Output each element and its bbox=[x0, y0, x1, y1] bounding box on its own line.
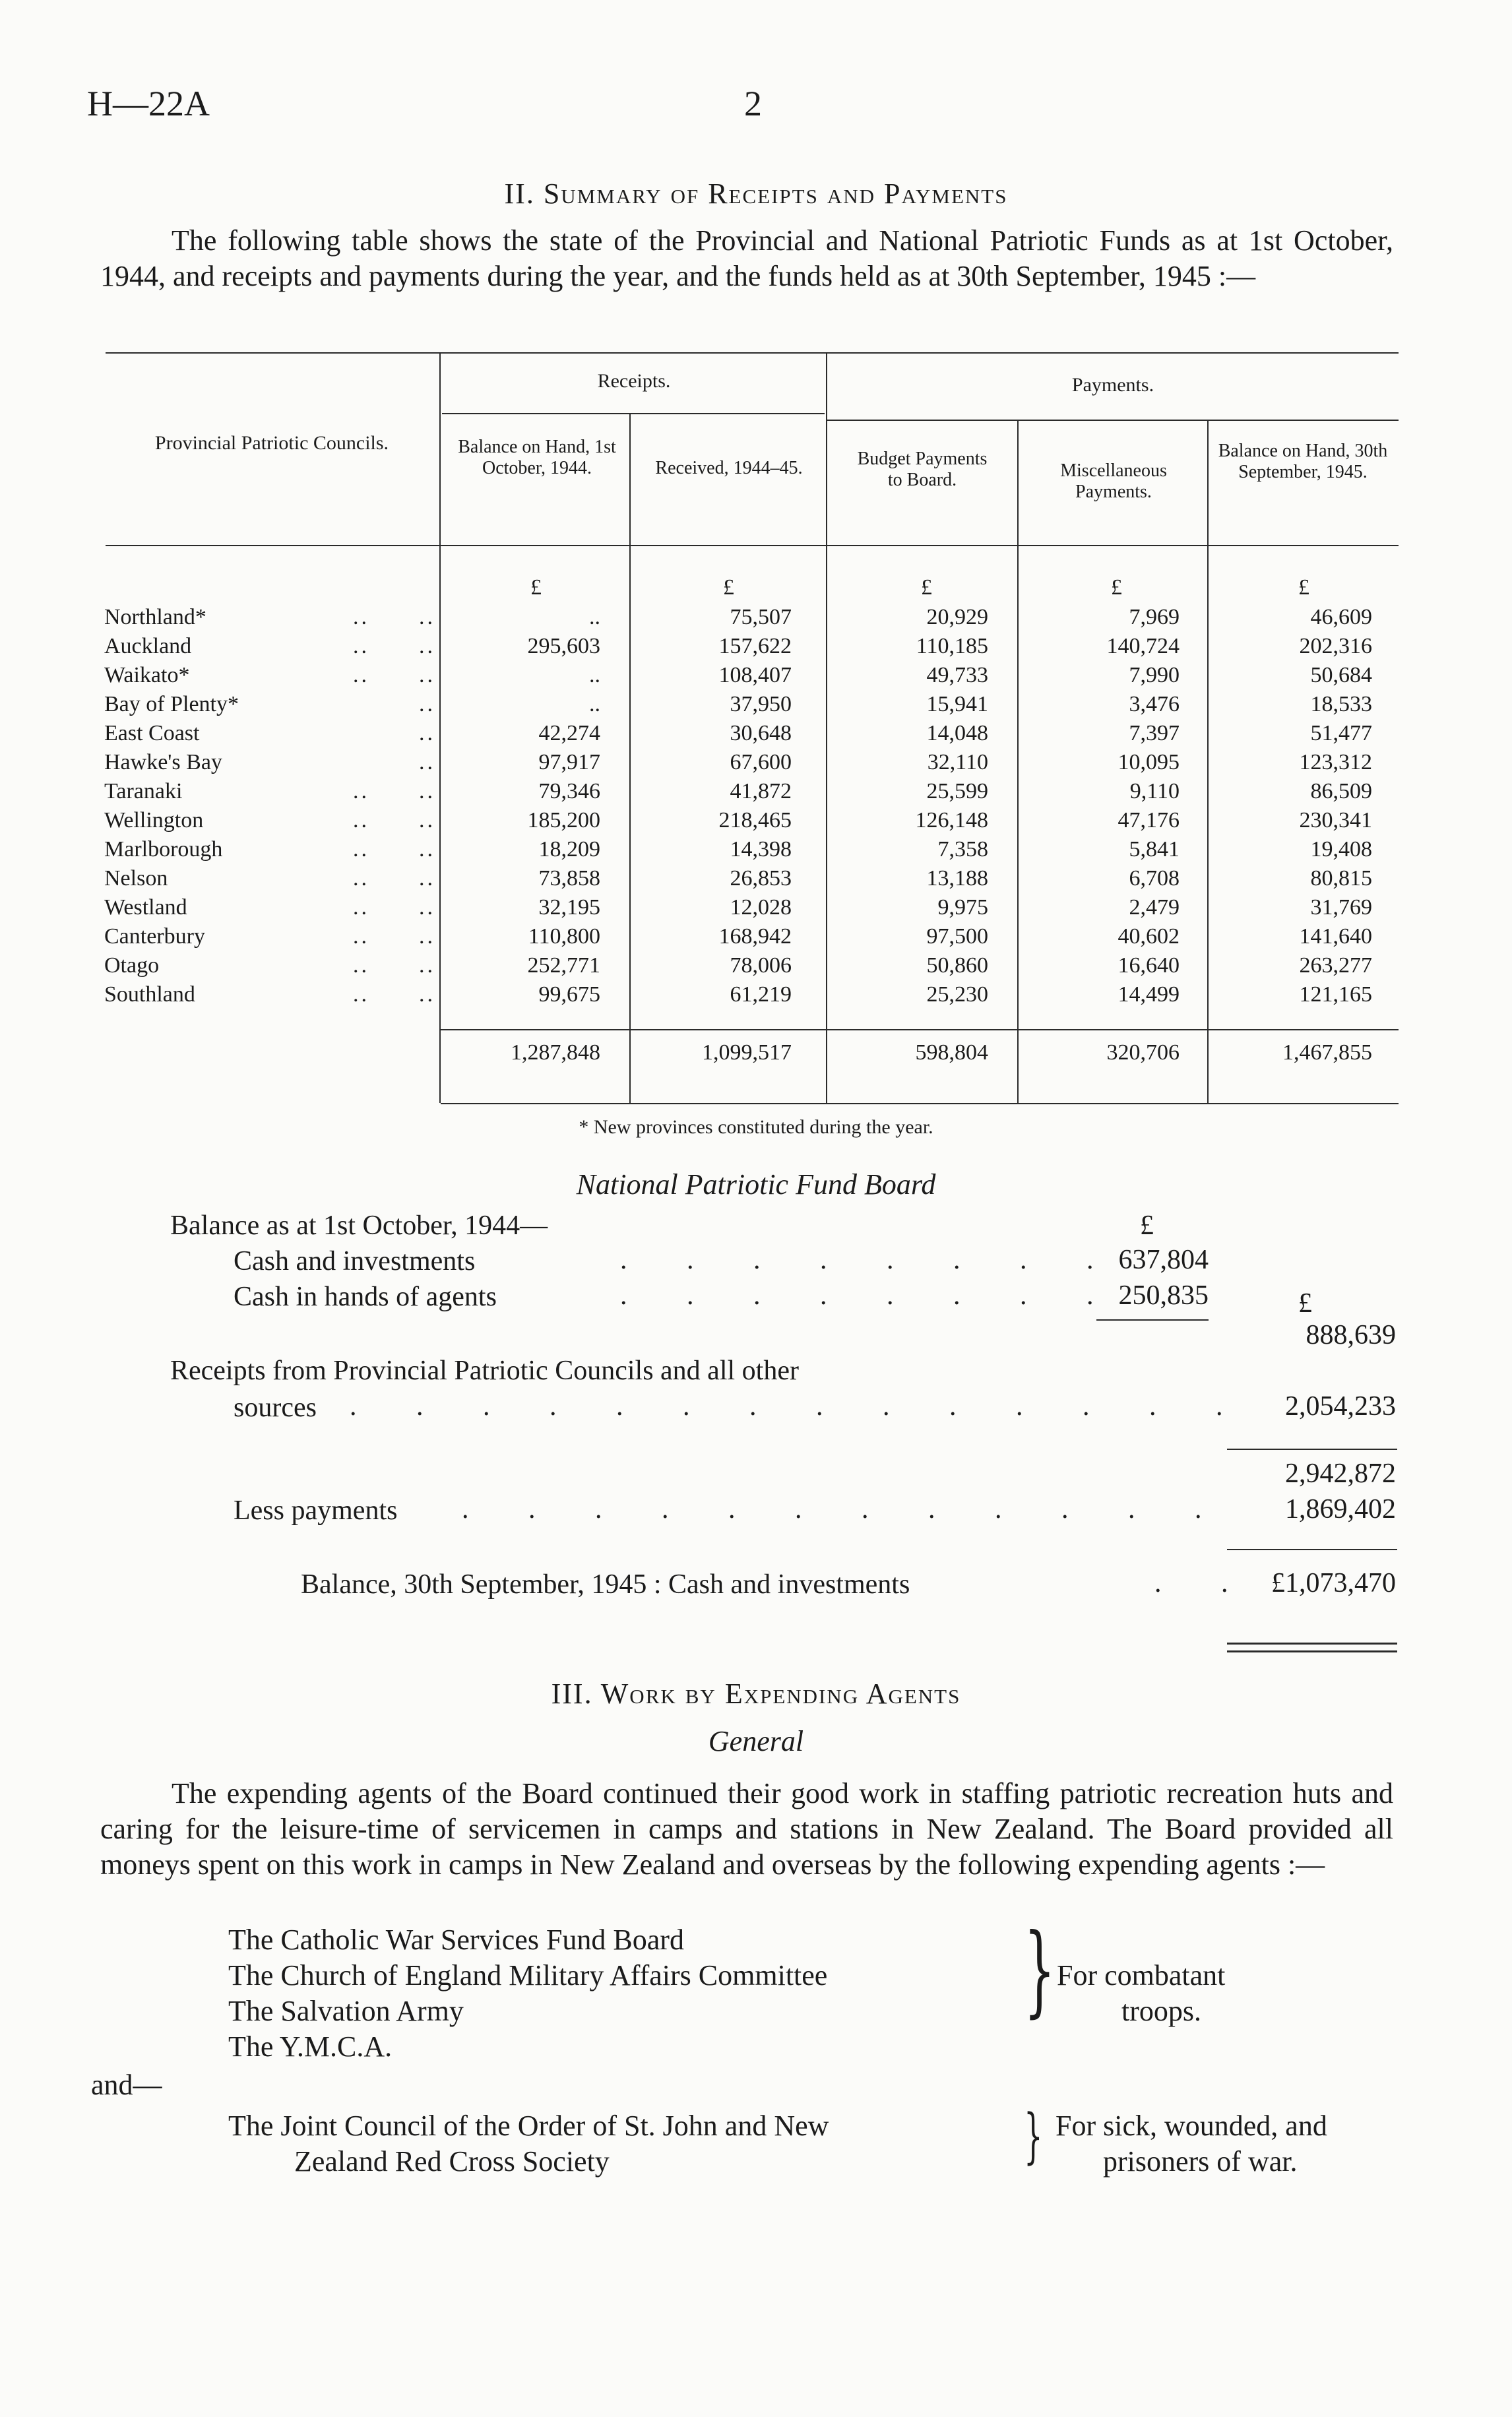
combatant-note-line1: For combatant bbox=[1057, 1959, 1226, 1992]
total-received: 1,099,517 bbox=[702, 1040, 792, 1065]
leader-dots: .. .. bbox=[353, 779, 435, 803]
table-cell-balance-1945: 19,408 bbox=[1310, 837, 1372, 862]
subtotal-rule bbox=[1096, 1319, 1209, 1321]
and-connector: and— bbox=[91, 2069, 162, 2101]
table-cell-balance-1945: 202,316 bbox=[1299, 634, 1372, 658]
table-cell-balance-1945: 80,815 bbox=[1310, 866, 1372, 891]
leader-dots: . . . . . . . . . . . . bbox=[462, 1494, 1228, 1524]
currency-symbol: £ bbox=[1298, 1288, 1312, 1319]
table-cell-balance-1944: 295,603 bbox=[527, 634, 600, 658]
leader-dots: .. .. bbox=[353, 866, 435, 891]
leader-dots: .. .. bbox=[353, 605, 435, 629]
table-cell-received: 157,622 bbox=[718, 634, 792, 658]
table-cell-received: 30,648 bbox=[730, 721, 792, 745]
leader-dots: .. .. bbox=[353, 895, 435, 920]
table-cell-misc-payments: 7,969 bbox=[1129, 605, 1180, 629]
closing-balance-label: Balance, 30th September, 1945 : Cash and investments bbox=[301, 1569, 910, 1600]
table-top-rule bbox=[106, 352, 1399, 354]
table-cell-misc-payments: 2,479 bbox=[1129, 895, 1180, 920]
board-heading: National Patriotic Fund Board bbox=[576, 1168, 936, 1201]
table-cell-balance-1944: 42,274 bbox=[538, 721, 600, 745]
section-subtitle-general: General bbox=[708, 1725, 804, 1757]
joint-council-line2: Zealand Red Cross Society bbox=[294, 2145, 610, 2178]
currency-symbol: £ bbox=[1298, 575, 1309, 600]
right-brace-icon: } bbox=[1024, 1913, 1055, 2028]
table-cell-balance-1945: 18,533 bbox=[1310, 692, 1372, 716]
balance-label: Balance as at 1st October, 1944— bbox=[170, 1210, 548, 1241]
table-cell-balance-1944: 99,675 bbox=[538, 982, 600, 1007]
table-cell-received: 61,219 bbox=[730, 982, 792, 1007]
sick-wounded-note-line1: For sick, wounded, and bbox=[1055, 2110, 1327, 2142]
sick-wounded-note-line2: prisoners of war. bbox=[1103, 2145, 1298, 2178]
leader-dots: .. .. bbox=[353, 837, 435, 862]
table-cell-budget-payments: 25,599 bbox=[926, 779, 988, 803]
table-cell-balance-1944: .. bbox=[589, 692, 600, 716]
right-brace-icon: } bbox=[1024, 2102, 1043, 2171]
total-misc-payments: 320,706 bbox=[1106, 1040, 1180, 1065]
table-cell-misc-payments: 140,724 bbox=[1106, 634, 1180, 658]
column-header-received: Received, 1944–45. bbox=[655, 458, 803, 478]
joint-council-line1: The Joint Council of the Order of St. John and New bbox=[228, 2110, 829, 2142]
table-header-rule bbox=[106, 545, 1399, 546]
table-row-council-name: Marlborough bbox=[104, 837, 223, 862]
table-cell-misc-payments: 47,176 bbox=[1118, 808, 1180, 832]
table-cell-balance-1945: 50,684 bbox=[1310, 663, 1372, 687]
table-cell-budget-payments: 110,185 bbox=[916, 634, 988, 658]
table-cell-budget-payments: 20,929 bbox=[926, 605, 988, 629]
table-cell-balance-1944: 79,346 bbox=[538, 779, 600, 803]
totals-rule bbox=[441, 1029, 1399, 1030]
table-cell-received: 168,942 bbox=[718, 924, 792, 949]
table-cell-budget-payments: 25,230 bbox=[926, 982, 988, 1007]
table-cell-budget-payments: 7,358 bbox=[937, 837, 988, 862]
section-title-expending-agents: III. Work by Expending Agents bbox=[551, 1678, 961, 1710]
receipts-label-line1: Receipts from Provincial Patriotic Councils and all other bbox=[170, 1356, 799, 1386]
column-header-balance-1945: Balance on Hand, 30th September, 1945. bbox=[1218, 441, 1388, 482]
document-reference: H—22A bbox=[87, 84, 210, 123]
currency-symbol: £ bbox=[921, 575, 932, 600]
table-cell-balance-1945: 51,477 bbox=[1310, 721, 1372, 745]
table-cell-misc-payments: 5,841 bbox=[1129, 837, 1180, 862]
section-title-summary: II. Summary of Receipts and Payments bbox=[504, 177, 1008, 210]
table-row-council-name: Southland bbox=[104, 982, 195, 1007]
currency-symbol: £ bbox=[723, 575, 734, 600]
table-footnote: * New provinces constituted during the year. bbox=[579, 1116, 933, 1138]
agent-item: The Y.M.C.A. bbox=[228, 2030, 393, 2063]
col-divider-2 bbox=[629, 414, 631, 1103]
table-cell-misc-payments: 7,397 bbox=[1129, 721, 1180, 745]
column-header-misc-payments: Miscellaneous Payments. bbox=[1060, 460, 1167, 502]
table-cell-budget-payments: 50,860 bbox=[926, 953, 988, 978]
table-cell-balance-1944: 97,917 bbox=[538, 750, 600, 774]
table-cell-received: 12,028 bbox=[730, 895, 792, 920]
leader-dots: .. .. bbox=[353, 924, 435, 949]
total-balance-1945: 1,467,855 bbox=[1282, 1040, 1372, 1065]
table-cell-misc-payments: 16,640 bbox=[1118, 953, 1180, 978]
subtotal-rule bbox=[1227, 1449, 1397, 1450]
col-divider-4 bbox=[1017, 421, 1019, 1103]
table-cell-received: 41,872 bbox=[730, 779, 792, 803]
leader-dots: .. .. bbox=[353, 982, 435, 1007]
table-cell-balance-1945: 121,165 bbox=[1299, 982, 1372, 1007]
table-cell-misc-payments: 6,708 bbox=[1129, 866, 1180, 891]
table-cell-budget-payments: 13,188 bbox=[926, 866, 988, 891]
leader-dots: .. .. bbox=[353, 634, 435, 658]
table-cell-received: 67,600 bbox=[730, 750, 792, 774]
table-cell-budget-payments: 97,500 bbox=[926, 924, 988, 949]
column-header-balance-1944: Balance on Hand, 1st October, 1944. bbox=[458, 437, 616, 478]
currency-symbol: £ bbox=[1111, 575, 1122, 600]
table-row-council-name: Nelson bbox=[104, 866, 168, 891]
table-cell-balance-1944: 252,771 bbox=[527, 953, 600, 978]
table-cell-balance-1945: 31,769 bbox=[1310, 895, 1372, 920]
table-cell-balance-1945: 123,312 bbox=[1299, 750, 1372, 774]
table-cell-received: 108,407 bbox=[718, 663, 792, 687]
table-cell-balance-1945: 86,509 bbox=[1310, 779, 1372, 803]
table-row-council-name: Bay of Plenty* bbox=[104, 692, 239, 716]
table-cell-balance-1945: 230,341 bbox=[1299, 808, 1372, 832]
receipts-group-header: Receipts. bbox=[597, 370, 671, 392]
less-payments-value: 1,869,402 bbox=[1285, 1494, 1396, 1524]
agents-paragraph-text: The expending agents of the Board continued their good work in staffing patriotic recreation huts and caring for the leisure-time of servicemen in camps and stations in New Zealand. The Board provided all moneys spent on this work in camps in New Zealand and overseas by the following expending agents :— bbox=[100, 1777, 1393, 1881]
table-cell-balance-1945: 263,277 bbox=[1299, 953, 1372, 978]
opening-balance-total: 888,639 bbox=[1306, 1320, 1396, 1350]
table-cell-budget-payments: 14,048 bbox=[926, 721, 988, 745]
intro-text: The following table shows the state of the Provincial and National Patriotic Funds as at 1st October, 1944, and receipts and payments during the year, and the funds held as at 30th September, 1945 :— bbox=[100, 224, 1393, 292]
table-cell-received: 26,853 bbox=[730, 866, 792, 891]
table-cell-budget-payments: 32,110 bbox=[927, 750, 988, 774]
cash-agents-value: 250,835 bbox=[1118, 1280, 1209, 1311]
closing-balance-value: £1,073,470 bbox=[1271, 1568, 1396, 1598]
table-cell-misc-payments: 7,990 bbox=[1129, 663, 1180, 687]
intro-paragraph bbox=[100, 223, 1393, 294]
table-row-council-name: East Coast bbox=[104, 721, 200, 745]
col-divider-5 bbox=[1207, 421, 1209, 1103]
table-cell-balance-1944: .. bbox=[589, 605, 600, 629]
table-cell-balance-1944: 110,800 bbox=[528, 924, 600, 949]
table-row-council-name: Westland bbox=[104, 895, 187, 920]
closing-double-rule bbox=[1227, 1643, 1397, 1645]
table-cell-budget-payments: 15,941 bbox=[926, 692, 988, 716]
table-cell-budget-payments: 126,148 bbox=[915, 808, 988, 832]
column-header-budget-payments: Budget Payments to Board. bbox=[857, 449, 988, 490]
total-balance-1944: 1,287,848 bbox=[511, 1040, 600, 1065]
table-cell-misc-payments: 9,110 bbox=[1129, 779, 1180, 803]
leader-dots: .. .. bbox=[353, 808, 435, 832]
table-cell-received: 14,398 bbox=[730, 837, 792, 862]
table-row-council-name: Auckland bbox=[104, 634, 192, 658]
cash-investments-label: Cash and investments bbox=[234, 1246, 476, 1276]
leader-dots: .. bbox=[419, 692, 435, 716]
leader-dots: . . . . . . . . bbox=[620, 1280, 1120, 1311]
leader-dots: .. .. bbox=[353, 953, 435, 978]
table-cell-received: 75,507 bbox=[730, 605, 792, 629]
table-cell-balance-1945: 141,640 bbox=[1299, 924, 1372, 949]
payments-group-header: Payments. bbox=[1071, 374, 1154, 396]
table-row-council-name: Taranaki bbox=[104, 779, 183, 803]
agents-paragraph bbox=[100, 1776, 1393, 1883]
table-cell-balance-1944: 185,200 bbox=[527, 808, 600, 832]
table-cell-misc-payments: 14,499 bbox=[1118, 982, 1180, 1007]
table-cell-budget-payments: 49,733 bbox=[926, 663, 988, 687]
table-row-council-name: Otago bbox=[104, 953, 160, 978]
payments-group-rule bbox=[827, 420, 1399, 421]
receipts-value: 2,054,233 bbox=[1285, 1391, 1396, 1422]
table-row-council-name: Northland* bbox=[104, 605, 206, 629]
leader-dots: .. bbox=[419, 750, 435, 774]
agent-item: The Catholic War Services Fund Board bbox=[228, 1924, 684, 1956]
table-row-council-name: Hawke's Bay bbox=[104, 750, 222, 774]
closing-rule-top bbox=[1227, 1549, 1397, 1550]
leader-dots: . . . . . . . . . . . . . . bbox=[350, 1391, 1249, 1422]
receipts-group-rule bbox=[442, 413, 825, 414]
table-cell-received: 37,950 bbox=[730, 692, 792, 716]
agent-item: The Church of England Military Affairs Committee bbox=[228, 1959, 828, 1992]
cash-agents-label: Cash in hands of agents bbox=[234, 1282, 497, 1312]
leader-dots: .. bbox=[419, 721, 435, 745]
table-cell-misc-payments: 10,095 bbox=[1118, 750, 1180, 774]
subtotal-value: 2,942,872 bbox=[1285, 1459, 1396, 1489]
table-cell-balance-1944: 32,195 bbox=[538, 895, 600, 920]
col-divider-3 bbox=[826, 354, 827, 1103]
closing-double-rule bbox=[1227, 1650, 1397, 1652]
total-budget-payments: 598,804 bbox=[915, 1040, 988, 1065]
table-row-council-name: Canterbury bbox=[104, 924, 205, 949]
table-cell-balance-1944: 73,858 bbox=[538, 866, 600, 891]
currency-symbol: £ bbox=[1140, 1210, 1154, 1241]
column-header-councils: Provincial Patriotic Councils. bbox=[154, 432, 389, 454]
table-row-council-name: Waikato* bbox=[104, 663, 190, 687]
table-row-council-name: Wellington bbox=[104, 808, 204, 832]
combatant-note-line2: troops. bbox=[1121, 1995, 1201, 2027]
agent-item: The Salvation Army bbox=[228, 1995, 464, 2027]
less-payments-label: Less payments bbox=[234, 1495, 398, 1526]
table-cell-misc-payments: 40,602 bbox=[1118, 924, 1180, 949]
table-cell-balance-1944: .. bbox=[589, 663, 600, 687]
table-cell-balance-1945: 46,609 bbox=[1310, 605, 1372, 629]
leader-dots: .. .. bbox=[353, 663, 435, 687]
cash-investments-value: 637,804 bbox=[1118, 1245, 1209, 1275]
receipts-label-line2: sources bbox=[234, 1393, 317, 1423]
table-cell-misc-payments: 3,476 bbox=[1129, 692, 1180, 716]
table-cell-budget-payments: 9,975 bbox=[937, 895, 988, 920]
table-cell-received: 218,465 bbox=[718, 808, 792, 832]
page-number: 2 bbox=[744, 84, 762, 123]
currency-symbol: £ bbox=[530, 575, 542, 600]
table-bottom-rule bbox=[441, 1103, 1399, 1104]
leader-dots: . . . . . . . . bbox=[620, 1245, 1120, 1275]
leader-dots: . . bbox=[1154, 1568, 1255, 1598]
table-cell-balance-1944: 18,209 bbox=[538, 837, 600, 862]
table-cell-received: 78,006 bbox=[730, 953, 792, 978]
